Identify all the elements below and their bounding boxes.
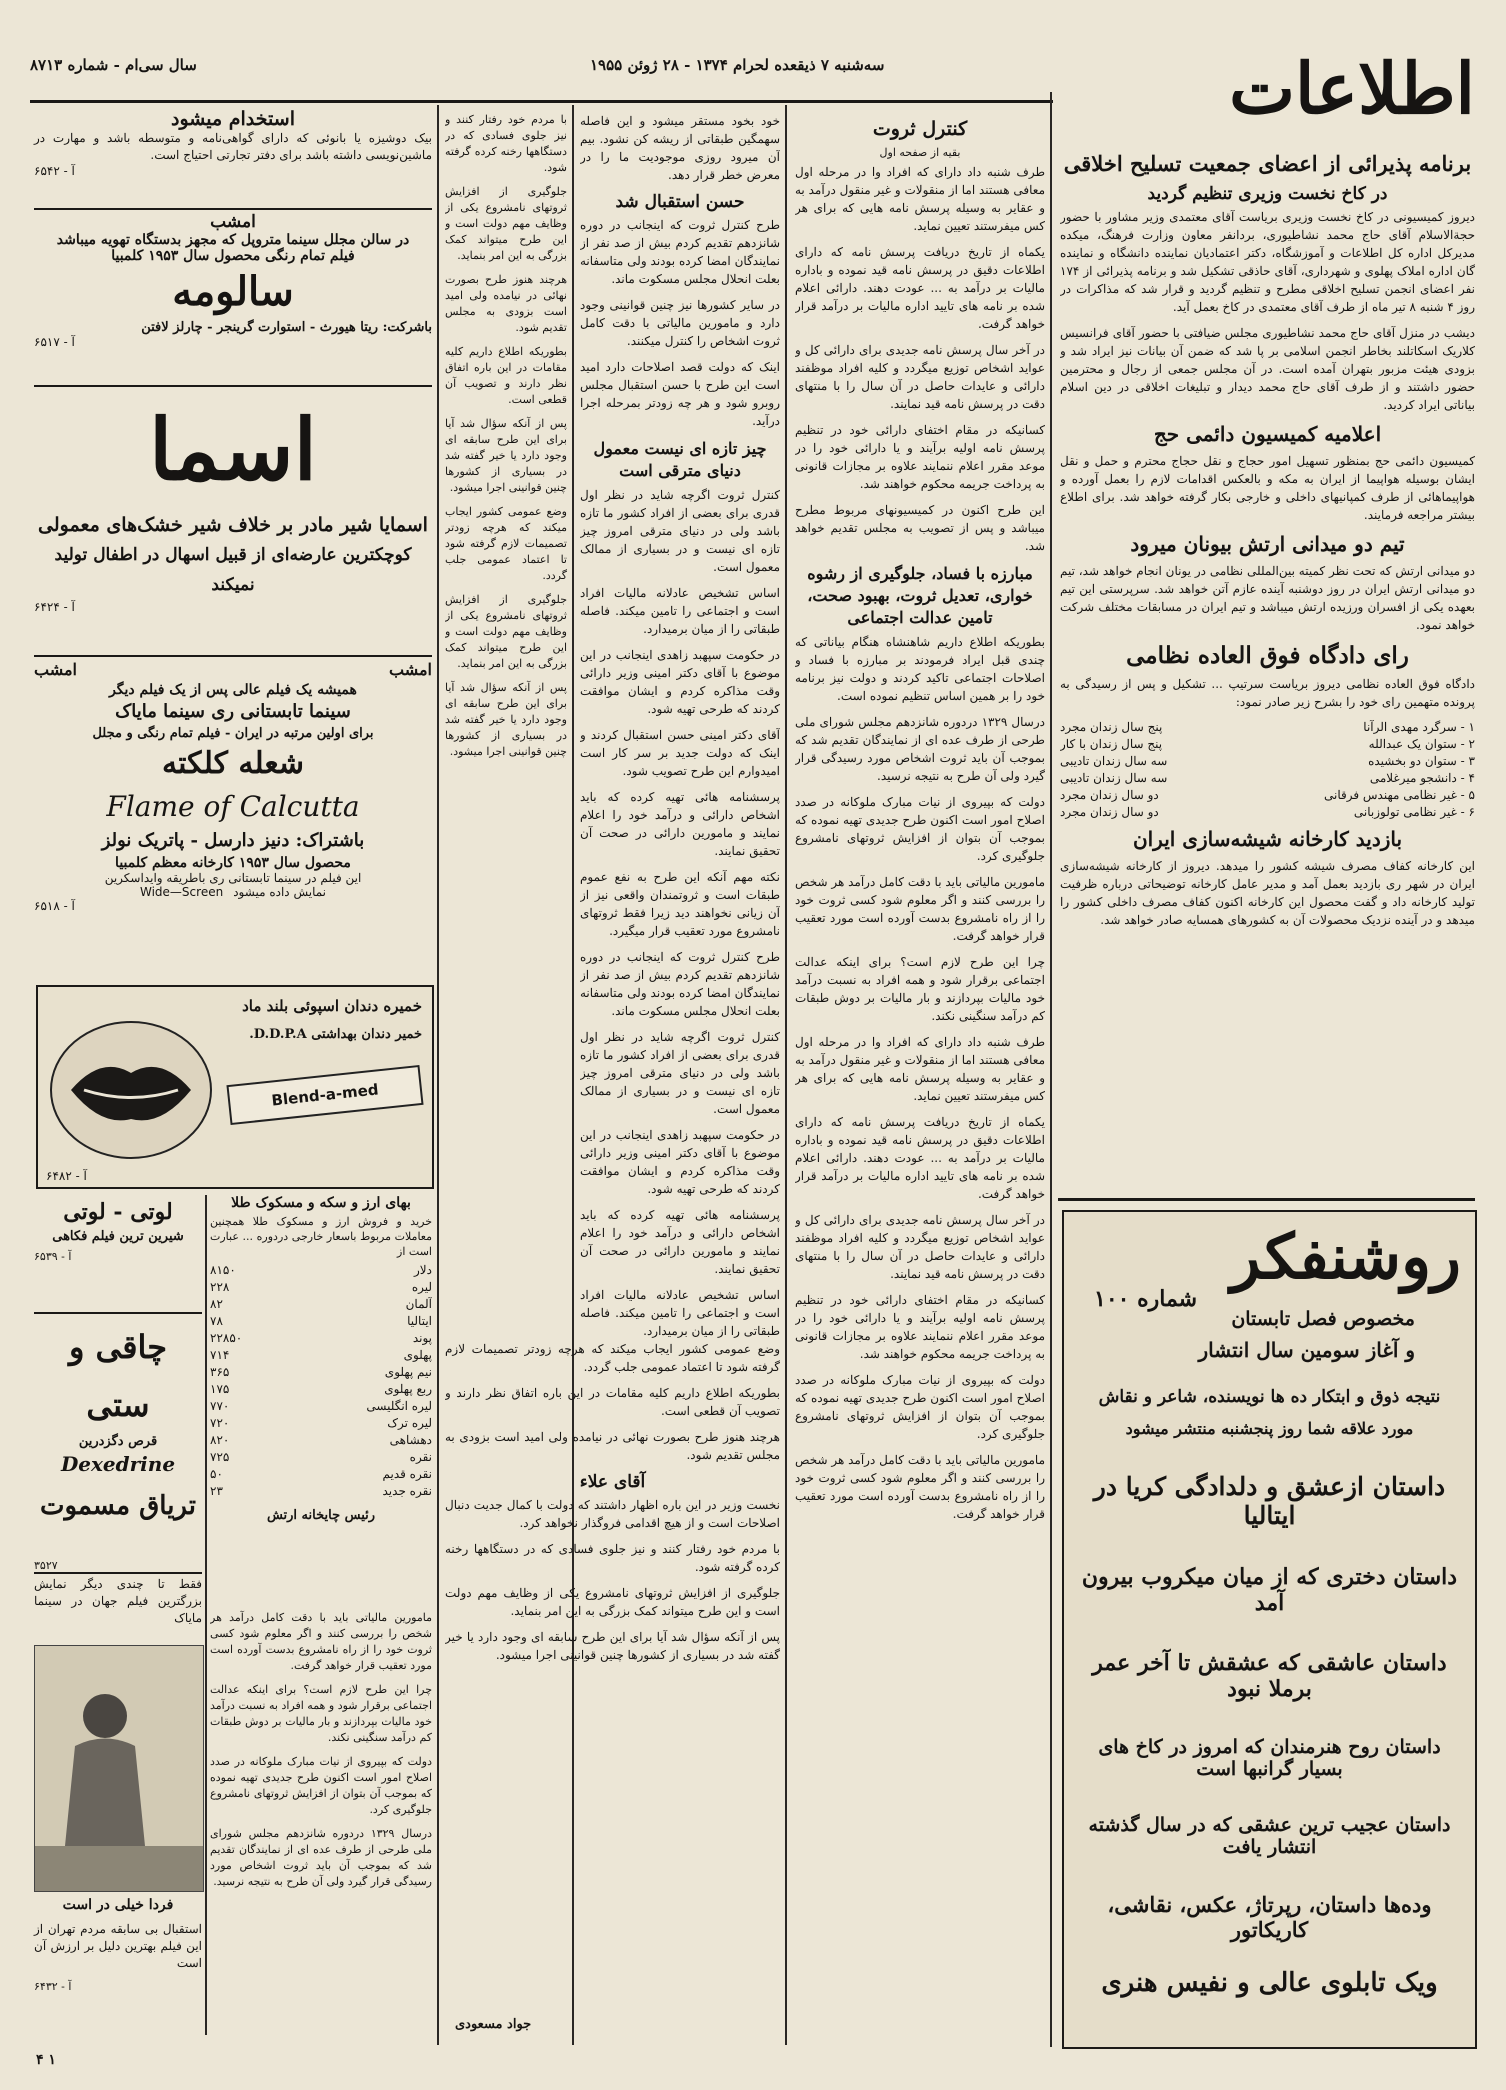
continued-note: بقیه از صفحه اول — [879, 146, 961, 159]
article-paragraph: دولت که بپیروی از نیات مبارک ملوکانه در صدد اصلاح امور است اکنون طرح جدیدی تهیه نموده که بموجب آن بتوان از افزایش ثروتهای نامشروع جلوگیری کرد. — [210, 1755, 432, 1816]
masthead-logo: اطلاعات — [1229, 47, 1475, 130]
photo-figure-body — [65, 1739, 145, 1847]
roshanfekr-line: داستان عاشقی که عشقش تا آخر عمر برملا نبود — [1092, 1650, 1447, 1702]
lips-illustration — [46, 1015, 216, 1165]
article-paragraph: جلوگیری از افزایش ثروتهای نامشروع یکی از وظایف مهم دولت است و این طرح میتواند کمک بزرگی به این امر بنماید. — [445, 1586, 780, 1618]
article-column — [445, 112, 567, 1342]
article-paragraph: چرا این طرح لازم است؟ برای اینکه عدالت اجتماعی برقرار شود و همه افراد به نسبت درآمد خود مالیات بپردازند و بار مالیات بر دوش طبقات کم درآمد سنگینی نکند. — [210, 1683, 432, 1744]
cinema-note-ad — [34, 1576, 202, 1638]
rate-row: لیره انگلیسی ۷۷۰ — [210, 1399, 432, 1413]
toothpaste-ad — [36, 985, 434, 1189]
rate-row: نقره قدیم ۵۰ — [210, 1467, 432, 1481]
dexedrine-sub: تریاق مسموت — [39, 1491, 197, 1521]
asma-line: اسمایا شیر مادر بر خلاف شیر خشک‌های معمولی — [38, 514, 428, 536]
article-paragraph: با مردم خود رفتار کنند و نیز جلوی فسادی که در دستگاهها رخنه کرده گرفته شود. — [445, 1542, 780, 1574]
page-number: ۱ ۴ — [36, 2052, 56, 2068]
greece-headline: تیم دو میدانی ارتش بیونان میرود — [1130, 532, 1405, 556]
roshanfekr-tag: مخصوص فصل تابستان — [1231, 1308, 1415, 1330]
article-paragraph: درسال ۱۳۲۹ دردوره شانزدهم مجلس شورای ملی طرحی از طرف عده ای از نمایندگان تقدیم شد که بموجب آن باید ثروت اشخاص مورد رسیدگی قرار گیرد ولی آن طرح به نتیجه نرسید. — [795, 715, 1045, 783]
photo-illustration — [35, 1646, 203, 1891]
ad-reference: آ - ۶۴۳۲ — [34, 1980, 72, 1993]
roshanfekr-line: مورد علاقه شما روز پنجشنبه منتشر میشود — [1125, 1419, 1414, 1438]
verdict-row: ۳ - ستوان دو بخشیده سه سال زندان تادیبی — [1060, 754, 1475, 768]
film-production: محصول سال ۱۹۵۳ کارخانه معظم کلمبیا — [115, 855, 351, 871]
rate-row: لیره ۲۲۸ — [210, 1280, 432, 1294]
article-paragraph: بطوریکه اطلاع داریم کلیه مقامات در این باره اتفاق نظر دارند و تصویب آن قطعی است. — [445, 345, 567, 406]
article-paragraph: بطوریکه اطلاع داریم شاهنشاه هنگام بیاناتی که چندی قبل ایراد فرمودند بر مبارزه با فساد و اصلاحات اجتماعی تاکید کردند و دولت نیز برنامه خود را بر همین اساس تنظیم نموده است. — [795, 635, 1045, 703]
article-paragraph: در سایر کشورها نیز چنین قوانینی وجود دارد و مامورین مالیاتی با دقت کامل ثروت اشخاص را کنترل میکنند. — [580, 298, 780, 348]
rate-row: نقره ۷۲۵ — [210, 1450, 432, 1464]
column-rule — [1050, 92, 1052, 2047]
greece-paragraph: دو میدانی ارتش که تحت نظر کمیته بین‌المللی نظامی در یونان انجام خواهد شد، تیم دو میدانی ارتش ایران در روز دوشنبه آینده عازم آتن خواهد شد. سرپرستی این تیم بعهده یکی از افسران ورزیده ارتش میباشد و تیم ایران در مسابقات مختلف شرکت خواهد نمود. — [1060, 564, 1475, 632]
tonight-label: امشب — [34, 660, 77, 679]
haj-headline: اعلامیه کمیسیون دائمی حج — [1153, 422, 1382, 446]
dexedrine-brand: Dexedrine — [60, 1452, 176, 1476]
article-paragraph: با مردم خود رفتار کنند و نیز جلوی فسادی که در دستگاهها رخنه کرده گرفته شود. — [445, 113, 567, 174]
rate-row: لیره ترک ۷۲۰ — [210, 1416, 432, 1430]
lead-subheadline: در کاخ نخست وزیری تنظیم گردید — [1147, 184, 1388, 204]
article-paragraph: در حکومت سپهبد زاهدی اینجانب در این موضوع با آقای دکتر امینی وزیر دارائی وقت مذاکره کردم و ایشان موافقت کردند که طرحی تهیه شود. — [580, 1128, 780, 1196]
roshanfekr-line: داستان عجیب ترین عشقی که در سال گذشته انتشار یافت — [1088, 1814, 1451, 1858]
screening-note: نمایش داده میشود — [233, 885, 327, 899]
verdict-row: ۴ - دانشجو میرغلامی سه سال زندان تادیبی — [1060, 771, 1475, 785]
photo-text: استقبال بی سابقه مردم تهران از این فیلم بهترین دلیل بر ارزش آن است — [34, 1922, 202, 1970]
article-subheadline: حسن استقبال شد — [615, 192, 745, 212]
verdict-row: ۱ - سرگرد مهدی الرآنا پنج سال زندان مجرد — [1060, 720, 1475, 734]
cinema-first-note: برای اولین مرتبه در ایران - فیلم تمام رنگی و مجلل — [92, 726, 374, 741]
article-subheadline: چیز تازه ای نیست معمول دنیای مترقی است — [593, 439, 767, 480]
article-paragraph: پس از آنکه سؤال شد آیا برای این طرح سابقه ای وجود دارد یا خیر گفته شد در بسیاری از کشورها چنین قوانینی اجرا میشود. — [445, 1630, 780, 1662]
widescreen-label: Wide—Screen — [140, 885, 224, 899]
article-paragraph: مامورین مالیاتی باید با دقت کامل درآمد هر شخص را بررسی کنند و اگر معلوم شود کسی ثروت خود را از راه نامشروع بدست آورده است مورد تعقیب قرار خواهد گرفت. — [795, 1453, 1045, 1521]
roshanfekr-line: داستان ازعشق و دلدادگی کریا در ایتالیا — [1093, 1472, 1446, 1530]
glass-paragraph: این کارخانه کفاف مصرف شیشه کشور را میدهد. دیروز از کارخانه شیشه‌سازی ایران در شهر ری بازدید بعمل آمد و مدیر عامل کارخانه توضیحاتی درباره ظرفیت تولید کارخانه داد و گفت محصول این کارخانه اکنون کفاف مصرف داخلی کشور را میدهد و در آینده نزدیک محصولات آن به کشورهای همسایه صادر خواهد شد. — [1060, 859, 1475, 927]
issue-number: سال سی‌ام - شماره ۸۷۱۳ — [30, 56, 197, 74]
rate-row: آلمان ۸۲ — [210, 1297, 432, 1311]
article-paragraph: چرا این طرح لازم است؟ برای اینکه عدالت اجتماعی برقرار شود و همه افراد به نسبت درآمد خود مالیات بپردازند و بار مالیات بر دوش طبقات کم درآمد سنگینی نکند. — [795, 955, 1045, 1023]
column-rule — [205, 1195, 207, 2035]
lead-paragraph: دیروز کمیسیونی در کاخ نخست وزیری بریاست آقای معتمدی وزیر مشاور با حضور حجةالاسلام آقای حاج محمد نشاطیوری، بردانفر معاون وزارت فرهنگ، میکده مدیرکل اداره کل اطلاعات و آموزشگاه، دکتر اعتمادیان نماینده دانشگاه و نماینده گان اداره املاک پهلوی و شهرداری، آقای حاذقی تشکیل شد و برنامه پذیرائی از ۱۷۴ نفر اعضای انجمن تسلیح اخلاقی مطرح و تنظیم گردید و قرار شد که مذاکرات در روز ۴ شنبه ۸ تیر ماه از طرف آقای معتمدی در کاخ بعمل آید. — [1060, 210, 1475, 314]
ad-rule — [34, 385, 432, 387]
cinema-line: همیشه یک فیلم عالی پس از یک فیلم دیگر — [109, 682, 357, 698]
column-rule — [785, 105, 787, 2045]
article-paragraph: هرچند هنوز طرح بصورت نهائی در نیامده ولی امید است بزودی به مجلس تقدیم شود. — [445, 273, 567, 334]
roshanfekr-line: داستان دختری که از میان میکروب بیرون آمد — [1081, 1564, 1458, 1616]
ad-reference: آ - ۶۵۴۲ — [34, 164, 75, 178]
ad-rule — [34, 1312, 202, 1314]
ad-reference: آ - ۶۵۱۸ — [34, 899, 75, 913]
article-paragraph: پرسشنامه هائی تهیه کرده که باید اشخاص دارائی و درآمد خود را اعلام نمایند و مامورین دارائی در صحت آن تحقیق نمایند. — [580, 790, 780, 858]
dexedrine-title: چاقی و ستی — [68, 1328, 168, 1424]
asma-line: کوچکترین عارضه‌ای از قبیل اسهال در اطفال تولید نمیکند — [54, 545, 412, 595]
rate-row: دلار ۸۱۵۰ — [210, 1263, 432, 1277]
rate-row: ایتالیا ۷۸ — [210, 1314, 432, 1328]
article-paragraph: در آخر سال پرسش نامه جدیدی برای دارائی کل و عواید اشخاص توزیع میگردد و کلیه افراد موظفند دارائی و عایدات حاصل در آن سال را با منتهای دقت در پرسش نامه قید نمایند. — [795, 343, 1045, 411]
photo-caption: فردا خیلی در است — [62, 1897, 174, 1913]
cinema-ad — [34, 212, 432, 382]
article-paragraph: کنترل ثروت اگرچه شاید در نظر اول قدری برای بعضی از افراد کشور ما تازه باشد ولی در دنیای مترقی امروز چیز تازه ای نیست و در بسیاری از ممالک معمول است. — [580, 488, 780, 574]
cinema-line: در سالن مجلل سینما متروپل که مجهز بدستگاه تهویه میباشد — [56, 232, 410, 248]
photo-ad — [34, 1645, 202, 2035]
film-title: شعله کلکته — [162, 746, 304, 781]
photo-frame — [34, 1645, 204, 1892]
column-rule — [437, 105, 439, 2045]
roshanfekr-issue: شماره ۱۰۰ — [1094, 1286, 1198, 1312]
article-paragraph: هرچند هنوز طرح بصورت نهائی در نیامده ولی امید است بزودی به مجلس تقدیم شود. — [445, 1430, 780, 1462]
article-paragraph: طرف شنبه داد دارای که افراد وا در مرحله اول معافی هستند اما از منقولات و غیر منقول درآمد به و عقایر به وسیله پرسش نامه هایی که برای هر کس میفرستند تعیین نماید. — [795, 1035, 1045, 1103]
roshanfekr-title: روشنفکر — [1230, 1220, 1461, 1293]
rate-row: ربع پهلوی ۱۷۵ — [210, 1382, 432, 1396]
article-column — [210, 1610, 432, 2035]
job-ad-title: استخدام میشود — [171, 108, 295, 130]
news-column — [1060, 145, 1475, 1155]
dexedrine-line: قرص دگزدرین — [78, 1434, 158, 1449]
article-paragraph: خود بخود مستقر میشود و این فاصله سهمگین طبقاتی از ریشه کن نشود. بیم آن میرود روزی موجودیت ما را در معرض خطر قرار دهد. — [580, 114, 780, 182]
article-paragraph: نکته مهم آنکه این طرح به نفع عموم طبقات است و ثروتمندان واقعی نیز از آن زیانی نخواهند دید زیرا فقط ثروتهای نامشروع مورد تعقیب قرار میگیرد. — [580, 870, 780, 938]
rates-chief: رئیس چایخانه ارتش — [266, 1508, 376, 1523]
screening-note: این فیلم در سینما تابستانی ری باطریقه وایداسکرین — [104, 871, 362, 885]
article-paragraph: وضع عمومی کشور ایجاب میکند که هرچه زودتر تصمیمات لازم گرفته شود تا اعتماد عمومی جلب گردد. — [445, 1342, 780, 1374]
ad-reference: آ - ۶۴۲۴ — [34, 600, 75, 614]
article-paragraph: یکماه از تاریخ دریافت پرسش نامه که دارای اطلاعات دقیق در پرسش نامه قید نموده و باداره مالیات بر درآمد به ... عودت دهند. دارائی اعلام شده بر نامه های تایید اداره مالیات بر درآمد قرار خواهد گرفت. — [795, 245, 1045, 331]
rates-intro: خرید و فروش ارز و مسکوک طلا همچنین معاملات مربوط باسعار خارجی دردوره ... عبارت است از — [210, 1215, 432, 1258]
cinema-film-info: فیلم تمام رنگی محصول سال ۱۹۵۳ کلمبیا — [111, 248, 355, 264]
verdict-row: ۶ - غیر نظامی تولوزبانی دو سال زندان مجرد — [1060, 805, 1475, 819]
roshanfekr-sub: و آغاز سومین سال انتشار — [1198, 1338, 1415, 1362]
dexedrine-ad — [34, 1318, 202, 1572]
article-paragraph: پس از آنکه سؤال شد آیا برای این طرح سابقه ای وجود دارد یا خیر گفته شد در بسیاری از کشورها چنین قوانینی اجرا میشود. — [445, 681, 567, 758]
article-paragraph: اینک که دولت قصد اصلاحات دارد امید است این طرح با حسن استقبال مجلس روبرو شود و هر چه زودتر بمرحله اجرا درآید. — [580, 360, 780, 428]
article-paragraph: دولت که بپیروی از نیات مبارک ملوکانه در صدد اصلاح امور است اکنون طرح جدیدی تهیه نموده که بموجب آن بتوان از افزایش ثروتهای نامشروع جلوگیری کرد. — [795, 795, 1045, 863]
section-rule — [1058, 1198, 1475, 1201]
article-paragraph: پس از آنکه سؤال شد آیا برای این طرح سابقه ای وجود دارد یا خیر گفته شد در بسیاری از کشورها چنین قوانینی اجرا میشود. — [445, 417, 567, 494]
article-paragraph: نخست وزیر در این باره اظهار داشتند که دولت با کمال جدیت دنبال اصلاحات است و از هیچ اقدامی فروگذار نخواهد کرد. — [445, 1498, 780, 1530]
roshanfekr-lines — [1080, 1387, 1459, 1998]
court-headline: رای دادگاه فوق العاده نظامی — [1126, 642, 1409, 669]
haj-paragraph: کمیسیون دائمی حج بمنظور تسهیل امور حجاج و نقل حجاج محترم و حمل و نقل ایشان بوسیله هواپیما از ایران به مکه و بالعکس اقدامات لازم را بعمل آورده و هواپیماهائی از طرف کمپانیهای داخلی و خارجی بکار گرفته خواهد شد. برای اطلاع بیشتر مراجعه فرمایند. — [1060, 454, 1475, 522]
article-paragraph: این طرح اکنون در کمیسیونهای مربوط مطرح میباشد و پس از تصویب به مجلس تقدیم خواهد شد. — [795, 503, 1045, 553]
cinema-ad — [34, 660, 432, 982]
lead-headline: برنامه پذیرائی از اعضای جمعیت تسلیح اخلاقی — [1063, 151, 1472, 176]
lotti-ad — [34, 1195, 202, 1310]
article-paragraph: مامورین مالیاتی باید با دقت کامل درآمد هر شخص را بررسی کنند و اگر معلوم شود کسی ثروت خود را از راه نامشروع بدست آورده است مورد تعقیب قرار خواهد گرفت. — [210, 1611, 432, 1672]
article-paragraph: آقای دکتر امینی حسن استقبال کردند و اینک که دولت جدید بر سر کار است امیدوارم این طرح تصویب شود. — [580, 728, 780, 778]
ad-rule — [34, 208, 432, 210]
article-subheadline: مبارزه با فساد، جلوگیری از رشوه خواری، تعدیل ثروت، بهبود صحت، تامین عدالت اجتماعی — [807, 564, 1033, 627]
tonight-label: امشب — [210, 212, 256, 232]
article-paragraph: مامورین مالیاتی باید با دقت کامل درآمد هر شخص را بررسی کنند و اگر معلوم شود کسی ثروت خود را از راه نامشروع بدست آورده است مورد تعقیب قرار خواهد گرفت. — [795, 875, 1045, 943]
rate-row: نیم پهلوی ۳۶۵ — [210, 1365, 432, 1379]
ad-rule — [34, 655, 432, 657]
screening-format — [34, 885, 432, 899]
article-paragraph: طرف شنبه داد دارای که افراد وا در مرحله اول معافی هستند اما از منقولات و غیر منقول درآمد به و عقایر به وسیله پرسش نامه هایی که برای هر کس میفرستند تعیین نماید. — [795, 165, 1045, 233]
article-paragraph: بطوریکه اطلاع داریم کلیه مقامات در این باره اتفاق نظر دارند و تصویب آن قطعی است. — [445, 1386, 780, 1418]
toothpaste-line: خمیر دندان بهداشتی D.D.P.A. — [249, 1027, 422, 1042]
lead-paragraph: دیشب در منزل آقای حاج محمد نشاطیوری مجلس ضیافتی با حضور آقای فرانسیس کلاریک اسکاتلند بخاطر انجمن اسلامی بر پا شد که ضمن آن بیانات نیز ایراد شد و بزودی هیئت مزبور بتهران آمده است. در آن مجلس جمعی از رجال و محترمین حضور داشتند و از طرف آقای حاج محمد دیدار و تبلیغات اخلاقی در دین اسلام بیاناتی ایراد کردید. — [1060, 326, 1475, 412]
article-paragraph: کنترل ثروت اگرچه شاید در نظر اول قدری برای بعضی از افراد کشور ما تازه باشد ولی در دنیای مترقی امروز چیز تازه ای نیست و در بسیاری از ممالک معمول است. — [580, 1030, 780, 1116]
article-paragraph: در آخر سال پرسش نامه جدیدی برای دارائی کل و عواید اشخاص توزیع میگردد و کلیه افراد موظفند دارائی و عایدات حاصل در آن سال را با منتهای دقت در پرسش نامه قید نمایند. — [795, 1213, 1045, 1281]
currency-rates — [210, 1195, 432, 1605]
court-paragraph: دادگاه فوق العاده نظامی دیروز بریاست سرتیپ ... تشکیل و پس از رسیدگی به پرونده متهمین رای خود را بشرح زیر صادر نمود: — [1060, 677, 1475, 709]
article-paragraph: جلوگیری از افزایش ثروتهای نامشروع یکی از وظایف مهم دولت است و این طرح میتواند کمک بزرگی به این امر بنماید. — [445, 185, 567, 262]
job-ad-text: بیک دوشیزه یا بانوئی که دارای گواهی‌نامه و متوسطه باشد و مهارت در ماشین‌نویسی داشته باشد برای دفتر تجارتی احتیاج است. — [34, 131, 432, 162]
rate-row: پوند ۲۲۸۵۰ — [210, 1331, 432, 1345]
article-paragraph: یکماه از تاریخ دریافت پرسش نامه که دارای اطلاعات دقیق در پرسش نامه قید نموده و باداره مالیات بر درآمد به ... عودت دهند. دارائی اعلام شده بر نامه های تایید اداره مالیات بر درآمد قرار خواهد گرفت. — [795, 1115, 1045, 1201]
job-ad — [34, 108, 432, 204]
lotti-title: لوتی - لوتی — [63, 1199, 173, 1225]
article-column — [795, 112, 1045, 2047]
rates-title: بهای ارز و سکه و مسکوک طلا — [231, 1195, 411, 1211]
article-paragraph: اساس تشخیص عادلانه مالیات افراد است و اجتماعی را تامین میکند. فاصله طبقاتی را از میان برمیدارد. — [580, 1288, 780, 1338]
cinema-note: فقط تا چندی دیگر نمایش بزرگترین فیلم جهان در سینما مایاک — [34, 1577, 202, 1625]
header-rule — [30, 100, 1053, 103]
article-paragraph: کسانیکه در مقام اختفای دارائی خود در تنظیم پرسش نامه اولیه برآیند و یا دارائی خود را در موعد مقرر اعلام ننمایند علاوه بر مجازات قانونی به پرداخت جریمه محکوم خواهند شد. — [795, 423, 1045, 491]
glass-headline: بازدید کارخانه شیشه‌سازی ایران — [1132, 827, 1403, 851]
roshanfekr-line: داستان روح هنرمندان که امروز در کاخ های بسیار گرانبها است — [1098, 1736, 1441, 1780]
ad-reference: آ - ۶۵۳۹ — [34, 1250, 72, 1263]
asma-ad — [34, 390, 432, 652]
article-subheadline: آقای علاء — [579, 1472, 646, 1492]
rate-row: نقره جدید ۲۳ — [210, 1484, 432, 1498]
article-paragraph: پرسشنامه هائی تهیه کرده که باید اشخاص دارائی و درآمد خود را اعلام نمایند و مامورین دارائی در صحت آن تحقیق نمایند. — [580, 1208, 780, 1276]
toothpaste-brand: Blend-a-med — [270, 1080, 380, 1110]
article-paragraph: طرح کنترل ثروت که اینجانب در دوره شانزدهم تقدیم کردم بیش از صد نفر از نمایندگان امضا کرده بودند ولی متاسفانه بعلت انحلال مجلس مسکوت ماند. — [580, 218, 780, 286]
verdict-list — [1060, 719, 1475, 821]
article-paragraph: در حکومت سپهبد زاهدی اینجانب در این موضوع با آقای دکتر امینی وزیر دارائی وقت مذاکره کردم و ایشان موافقت کردند که طرحی تهیه شود. — [580, 648, 780, 716]
verdict-row: ۲ - ستوان یک عبدالله پنج سال زندان با کار — [1060, 737, 1475, 751]
article-paragraph: درسال ۱۳۲۹ دردوره شانزدهم مجلس شورای ملی طرحی از طرف عده ای از نمایندگان تقدیم شد که بموجب آن باید ثروت اشخاص مورد رسیدگی قرار گیرد ولی آن طرح به نتیجه نرسید. — [210, 1827, 432, 1888]
roshanfekr-ad — [1062, 1210, 1477, 2049]
ad-rule — [34, 1572, 202, 1574]
article-column — [445, 1340, 780, 2040]
article-paragraph: اساس تشخیص عادلانه مالیات افراد است و اجتماعی را تامین میکند. فاصله طبقاتی را از میان برمیدارد. — [580, 586, 780, 636]
dateline: سه‌شنبه ۷ ذیقعده لحرام ۱۳۷۴ - ۲۸ ژوئن ۱۹۵۵ — [590, 56, 885, 74]
film-cast: باشتراک: دنیز دارسل - پاتریک نولز — [101, 830, 365, 851]
ad-reference: آ - ۶۴۸۲ — [46, 1169, 87, 1183]
author-signature: جواد مسعودی — [455, 2017, 532, 2032]
article-paragraph: طرح کنترل ثروت که اینجانب در دوره شانزدهم تقدیم کردم بیش از صد نفر از نمایندگان امضا کرده بودند ولی متاسفانه بعلت انحلال مجلس مسکوت ماند. — [580, 950, 780, 1018]
toothpaste-line: خمیره دندان اسپوئی بلند ماد — [242, 997, 422, 1015]
article-paragraph: جلوگیری از افزایش ثروتهای نامشروع یکی از وظایف مهم دولت است و این طرح میتواند کمک بزرگی به این امر بنماید. — [445, 593, 567, 670]
asma-title: اسما — [149, 400, 317, 499]
photo-ground — [35, 1846, 203, 1891]
toothpaste-tube — [226, 1065, 423, 1125]
article-headline: کنترل ثروت — [872, 118, 968, 140]
tonight-label-right: امشب — [389, 660, 432, 679]
film-cast: باشرکت: ریتا هیورث - استوارت گرینجر - چارلز لافتن — [141, 320, 432, 335]
rate-row: دهشاهی ۸۲۰ — [210, 1433, 432, 1447]
roshanfekr-line: نتیجه ذوق و ابتکار ده ها نویسنده، شاعر و نقاش — [1098, 1387, 1441, 1407]
film-title: سالومه — [172, 268, 294, 315]
ad-reference: آ - ۶۵۱۷ — [34, 335, 75, 349]
lotti-line: شیرین ترین فیلم فکاهی — [52, 1229, 184, 1244]
photo-figure-head — [83, 1694, 127, 1738]
cinema-theatres: سینما تابستانی ری سینما مایاک — [115, 701, 351, 722]
rate-row: پهلوی ۷۱۴ — [210, 1348, 432, 1362]
verdict-row: ۵ - غیر نظامی مهندس فرقانی دو سال زندان مجرد — [1060, 788, 1475, 802]
film-title-english: Flame of Calcutta — [106, 790, 360, 823]
article-paragraph: دولت که بپیروی از نیات مبارک ملوکانه در صدد اصلاح امور است اکنون طرح جدیدی تهیه نموده که بموجب آن بتوان از افزایش ثروتهای نامشروع جلوگیری کرد. — [795, 1373, 1045, 1441]
article-paragraph: کسانیکه در مقام اختفای دارائی خود در تنظیم پرسش نامه اولیه برآیند و یا دارائی خود را در موعد مقرر اعلام ننمایند علاوه بر مجازات قانونی به پرداخت جریمه محکوم خواهند شد. — [795, 1293, 1045, 1361]
roshanfekr-line: وده‌ها داستان، رپرتاژ، عکس، نقاشی، کاریکاتور — [1107, 1892, 1432, 1942]
article-paragraph: وضع عمومی کشور ایجاب میکند که هرچه زودتر تصمیمات لازم گرفته شود تا اعتماد عمومی جلب گردد. — [445, 505, 567, 582]
roshanfekr-line: ویک تابلوی عالی و نفیس هنری — [1101, 1968, 1438, 1998]
ad-reference: ۳۵۲۷ — [34, 1559, 58, 1572]
